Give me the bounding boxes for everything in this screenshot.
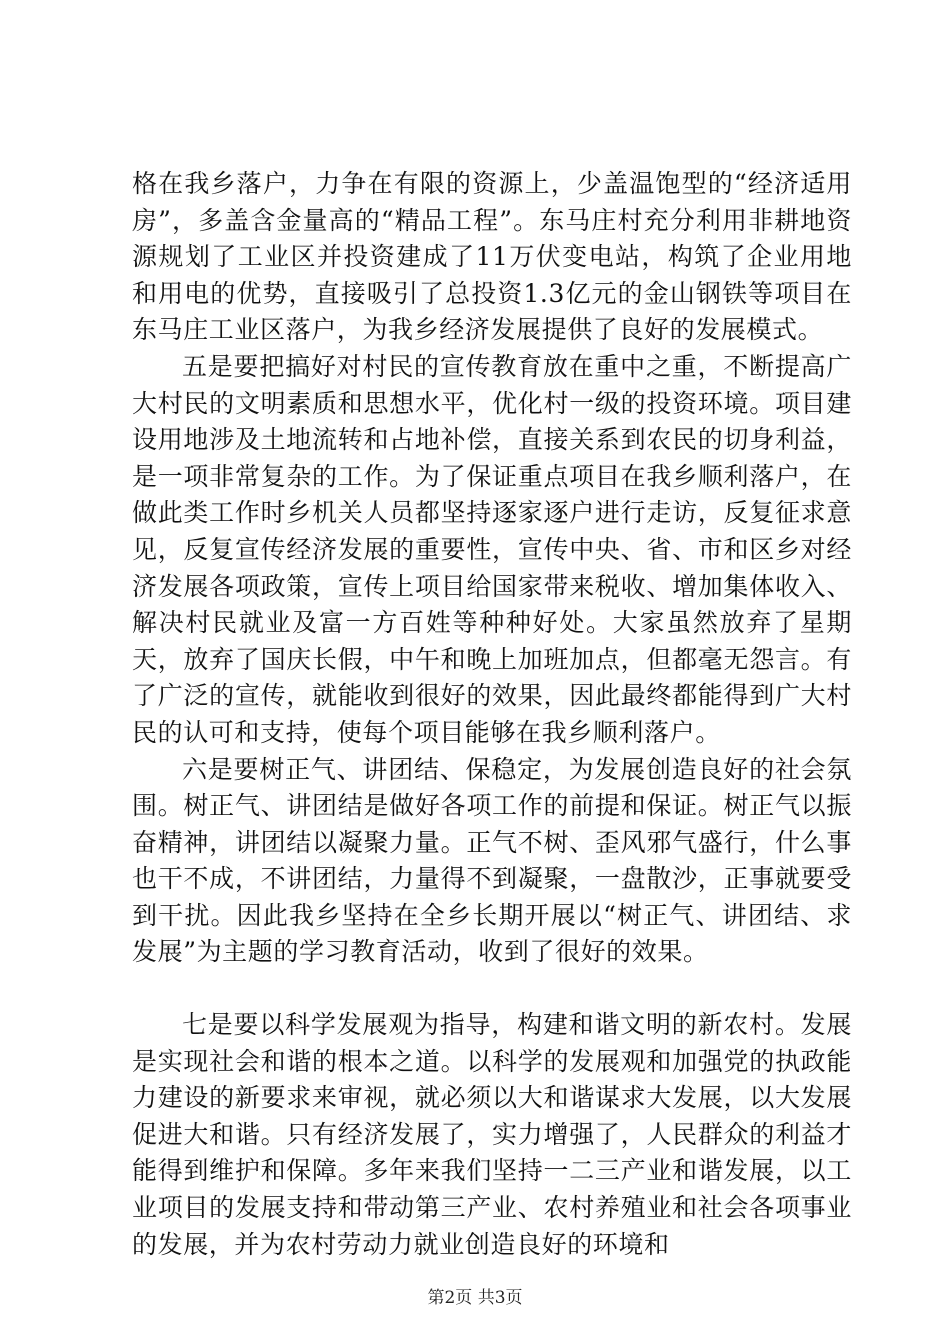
paragraph-five: 五是要把搞好对村民的宣传教育放在重中之重，不断提高广大村民的文明素质和思想水平，优化村一级的投资环境。项目建设用地涉及土地流转和占地补偿，直接关系到农民的切身利益，是一项非常复杂的工作。为了保证重点项目在我乡顺利落户，在做此类工作时乡机关人员都坚持逐家逐户进行走访，反复征求意见，反复宣传经济发展的重要性，宣传中央、省、市和区乡对经济发展各项政策，宣传上项目给国家带来税收、增加集体收入、解决村民就业及富一方百姓等种种好处。大家虽然放弃了星期天，放弃了国庆长假，中午和晚上加班加点，但都毫无怨言。有了广泛的宣传，就能收到很好的效果，因此最终都能得到广大村民的认可和支持，使每个项目能够在我乡顺利落户。 [132, 351, 852, 747]
page-number-footer: 第2页 共3页 [427, 1288, 523, 1308]
paragraph-six: 六是要树正气、讲团结、保稳定，为发展创造良好的社会氛围。树正气、讲团结是做好各项工作的前提和保证。树正气以振奋精神，讲团结以凝聚力量。正气不树、歪风邪气盛行，什么事也干不成，不讲团结，力量得不到凝聚，一盘散沙，正事就要受到干扰。因此我乡坚持在全乡长期开展以“树正气、讲团结、求发展”为主题的学习教育活动，收到了很好的效果。 [132, 754, 852, 967]
paragraph-seven: 七是要以科学发展观为指导，构建和谐文明的新农村。发展是实现社会和谐的根本之道。以科学的发展观和加强党的执政能力建设的新要求来审视，就必须以大和谐谋求大发展，以大发展促进大和谐。只有经济发展了，实力增强了，人民群众的利益才能得到维护和保障。多年来我们坚持一二三产业和谐发展，以工业项目的发展支持和带动第三产业、农村养殖业和社会各项事业的发展，并为农村劳动力就业创造良好的环境和 [132, 1010, 852, 1259]
paragraph-continuation: 格在我乡落户，力争在有限的资源上，少盖温饱型的“经济适用房”，多盖含金量高的“精品工程”。东马庄村充分利用非耕地资源规划了工业区并投资建成了11万伏变电站，构筑了企业用地和用电的优势，直接吸引了总投资1.3亿元的金山钢铁等项目在东马庄工业区落户，为我乡经济发展提供了良好的发展模式。 [132, 169, 852, 345]
document-body [132, 166, 852, 1263]
